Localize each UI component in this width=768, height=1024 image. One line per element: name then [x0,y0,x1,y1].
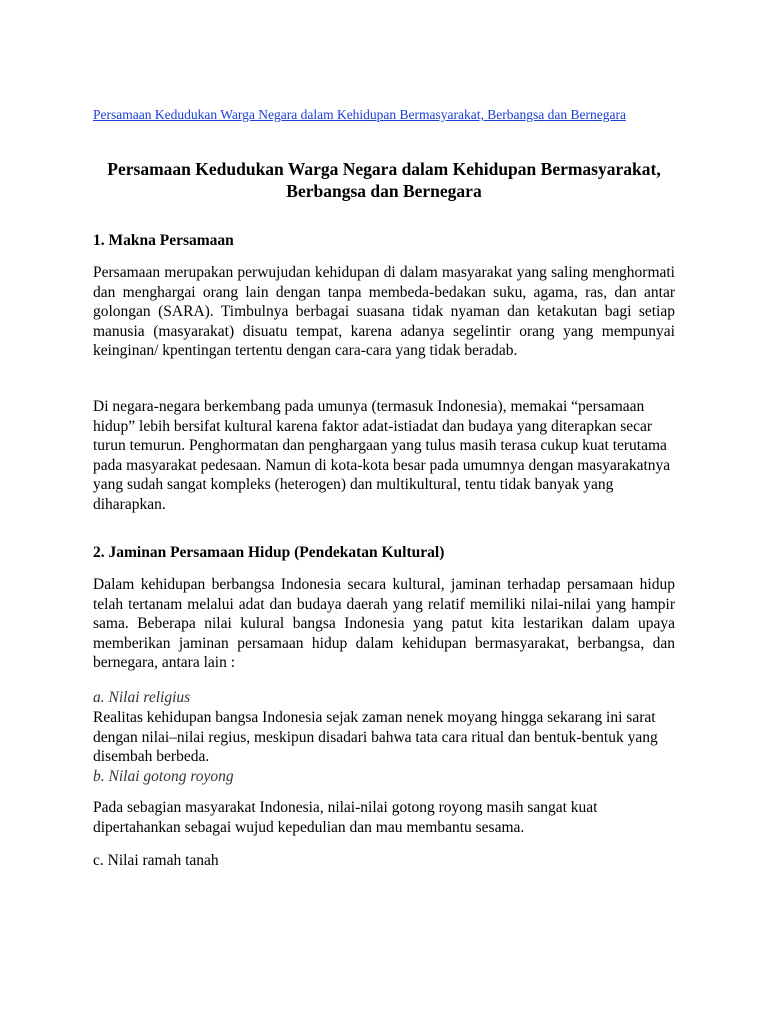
paragraph-jaminan-1: Dalam kehidupan berbangsa Indonesia secara kultural, jaminan terhadap persamaan hidup telah tertanam melalui adat dan budaya daerah yang relatif memiliki nilai-nilai yang hampir sama. Beberapa nilai kulural bangsa Indonesia yang patut kita lestarikan dalam upaya memberikan jaminan persamaan hidup dalam kehidupan bermasyarakat, berbangsa, dan bernegara, antara lain : [93,576,675,672]
paragraph-makna-2: Di negara-negara berkembang pada umunya (termasuk Indonesia), memakai “persamaan hidup” lebih bersifat kultural karena faktor adat-istiadat dan budaya yang diterapkan secar turun temurun. Penghormatan dan penghargaan yang tulus masih terasa cukup kuat terutama pada masyarakat pedesaan. Namun di kota-kota besar pada umumnya dengan masyarakatnya yang sudah sangat kompleks (heterogen) dan multikultural, tentu tidak banyak yang diharapkan. [93,398,671,513]
paragraph-makna-1: Persamaan merupakan perwujudan kehidupan di dalam masyarakat yang saling menghormati dan menghargai orang lain dengan tanpa membeda-bedakan suku, agama, ras, dan antar golongan (SARA). Timbulnya berbagai suasana tidak nyaman dan ketakutan bagi setiap manusia (masyarakat) disuatu tempat, karena adanya segelintir orang yang mempunyai keinginan/ kpentingan tertentu dengan cara-cara yang tidak beradab. [93,264,675,360]
value-label-religius: a. Nilai religius [93,689,191,706]
value-text-gotong-royong: Pada sebagian masyarakat Indonesia, nilai-nilai gotong royong masih sangat kuat dipertahankan sebagai wujud kepedulian dan mau membantu sesama. [93,799,598,836]
section-heading-makna-persamaan: 1. Makna Persamaan [93,232,234,249]
section-heading-jaminan: 2. Jaminan Persamaan Hidup (Pendekatan Kultural) [93,544,445,561]
value-text-religius: Realitas kehidupan bangsa Indonesia sejak zaman nenek moyang hingga sekarang ini sarat dengan nilai–nilai regius, meskipun disadari bahwa tata cara ritual dan bentuk-bentuk yang disembah berbeda. [93,709,658,766]
value-label-ramah-tanah: c. Nilai ramah tanah [93,852,219,869]
article-link[interactable]: Persamaan Kedudukan Warga Negara dalam Kehidupan Bermasyarakat, Berbangsa dan Bernegara [93,107,626,122]
document-title: Persamaan Kedudukan Warga Negara dalam Kehidupan Bermasyarakat, Berbangsa dan Bernegara [107,159,661,201]
value-label-gotong-royong: b. Nilai gotong royong [93,768,234,785]
